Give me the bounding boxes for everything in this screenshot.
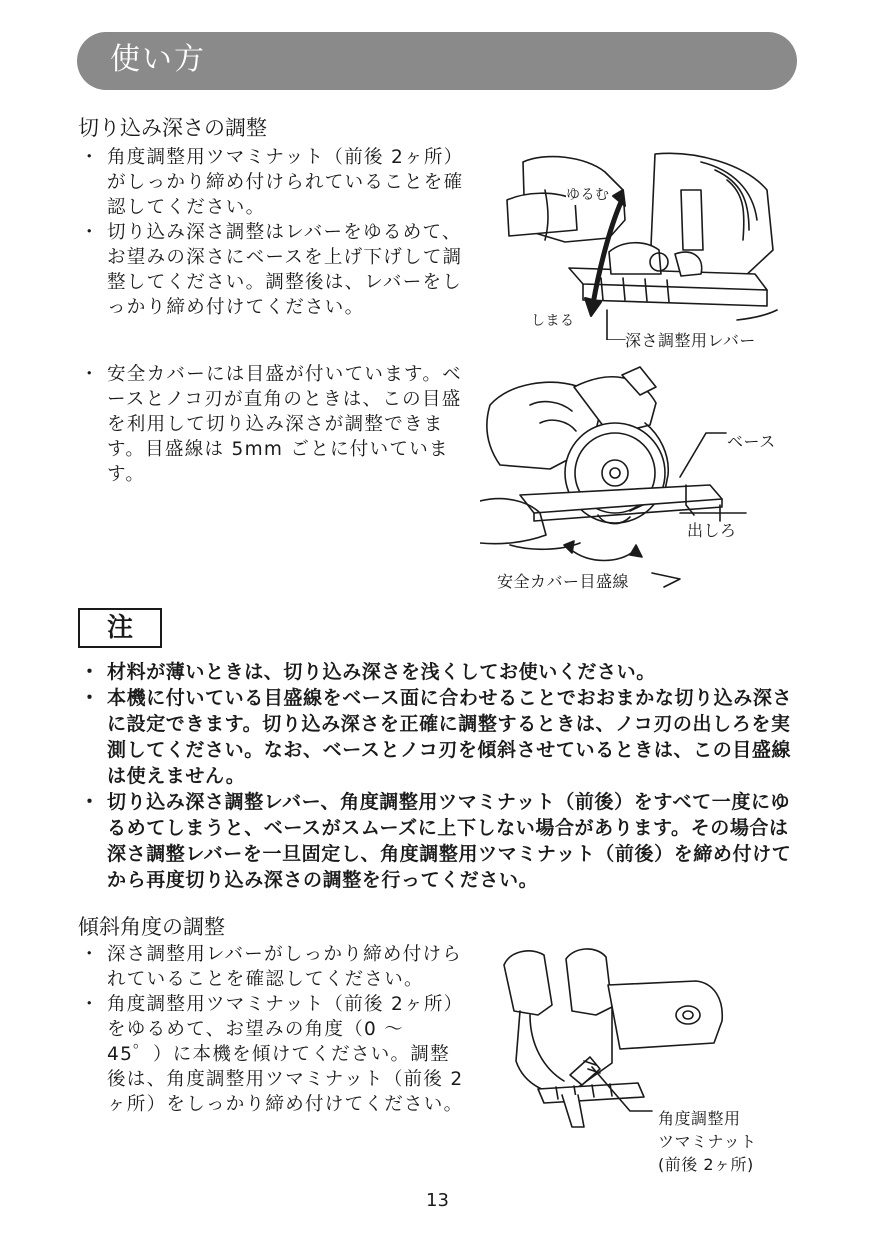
- bullet-text: 角度調整用ツマミナット（前後 2ヶ所）をゆるめて、お望みの角度（0 ～ 45゜）に本機を傾けてください。調整後は、角度調整用ツマミナット（前後 2ヶ所）をしっかり締め付けてください。: [107, 994, 464, 1115]
- depth-lever-label: 深さ調整用レバー: [625, 331, 756, 350]
- tighten-label: しまる: [531, 313, 575, 329]
- depth-section-title: 切り込み深さの調整: [78, 116, 267, 140]
- bullet-mark: ・: [80, 364, 100, 385]
- list-item: [78, 145, 466, 220]
- bullet-text: 角度調整用ツマミナット（前後 2ヶ所）がしっかり締め付けられていることを確認してください。: [107, 147, 464, 218]
- bullet-mark: ・: [80, 994, 100, 1015]
- loosen-label: ゆるむ: [566, 187, 610, 203]
- list-item: [78, 789, 798, 893]
- bullet-mark: ・: [80, 222, 100, 243]
- bullet-text: 安全カバーには目盛が付いています。ベースとノコ刃が直角のときは、この目盛を利用して切り込み深さが調整できます。目盛線は 5mm ごとに付いています。: [107, 364, 462, 485]
- list-item: [78, 685, 798, 789]
- knob-nut-label-line3: (前後 2ヶ所): [658, 1155, 754, 1174]
- list-item: [78, 362, 466, 487]
- bevel-bullet-list: [78, 942, 466, 1117]
- knob-nut-label-line2: ツマミナット: [658, 1132, 757, 1151]
- bullet-text: 深さ調整用レバーがしっかり締め付けられていることを確認してください。: [107, 944, 463, 990]
- protrusion-label: 出しろ: [687, 521, 737, 540]
- saw-scale-illustration: [480, 365, 780, 595]
- bevel-section-title: 傾斜角度の調整: [78, 915, 225, 939]
- header-bar: [77, 32, 797, 90]
- bevel-saw-illustration: [500, 945, 730, 1135]
- knob-nut-label-line1: 角度調整用: [658, 1109, 741, 1128]
- list-item: [78, 942, 466, 992]
- list-item: [78, 992, 466, 1117]
- bullet-mark: ・: [80, 661, 100, 683]
- bullet-mark: ・: [80, 944, 100, 965]
- note-bullet-list: [78, 659, 798, 893]
- scale-bullet-list: [78, 362, 466, 487]
- bullet-text: 本機に付いている目盛線をベース面に合わせることでおおまかな切り込み深さに設定できます。切り込み深さを正確に調整するときは、ノコ刃の出しろを実測してください。なお、ベースとノコ刃を傾斜させているときは、この目盛線は使えません。: [107, 687, 793, 787]
- base-label: ベース: [727, 432, 776, 451]
- scale-line-label: 安全カバー目盛線: [497, 572, 630, 591]
- page-title: 使い方: [110, 42, 206, 77]
- bullet-mark: ・: [80, 791, 100, 813]
- depth-bullet-list: [78, 145, 466, 320]
- note-label: 注: [106, 613, 133, 643]
- note-box: [78, 608, 162, 648]
- bullet-mark: ・: [80, 147, 100, 168]
- page-number: 13: [426, 1190, 449, 1211]
- bullet-text: 切り込み深さ調整レバー、角度調整用ツマミナット（前後）をすべて一度にゆるめてしまうと、ベースがスムーズに上下しない場合があります。その場合は深さ調整レバーを一旦固定し、角度調整用ツマミナット（前後）を締め付けてから再度切り込み深さの調整を行ってください。: [107, 791, 792, 891]
- list-item: [78, 220, 466, 320]
- bullet-text: 切り込み深さ調整はレバーをゆるめて、お望みの深さにベースを上げ下げして調整してください。調整後は、レバーをしっかり締め付けてください。: [107, 222, 463, 318]
- bullet-mark: ・: [80, 687, 100, 709]
- bullet-text: 材料が薄いときは、切り込み深さを浅くしてお使いください。: [107, 661, 656, 683]
- list-item: [78, 659, 798, 685]
